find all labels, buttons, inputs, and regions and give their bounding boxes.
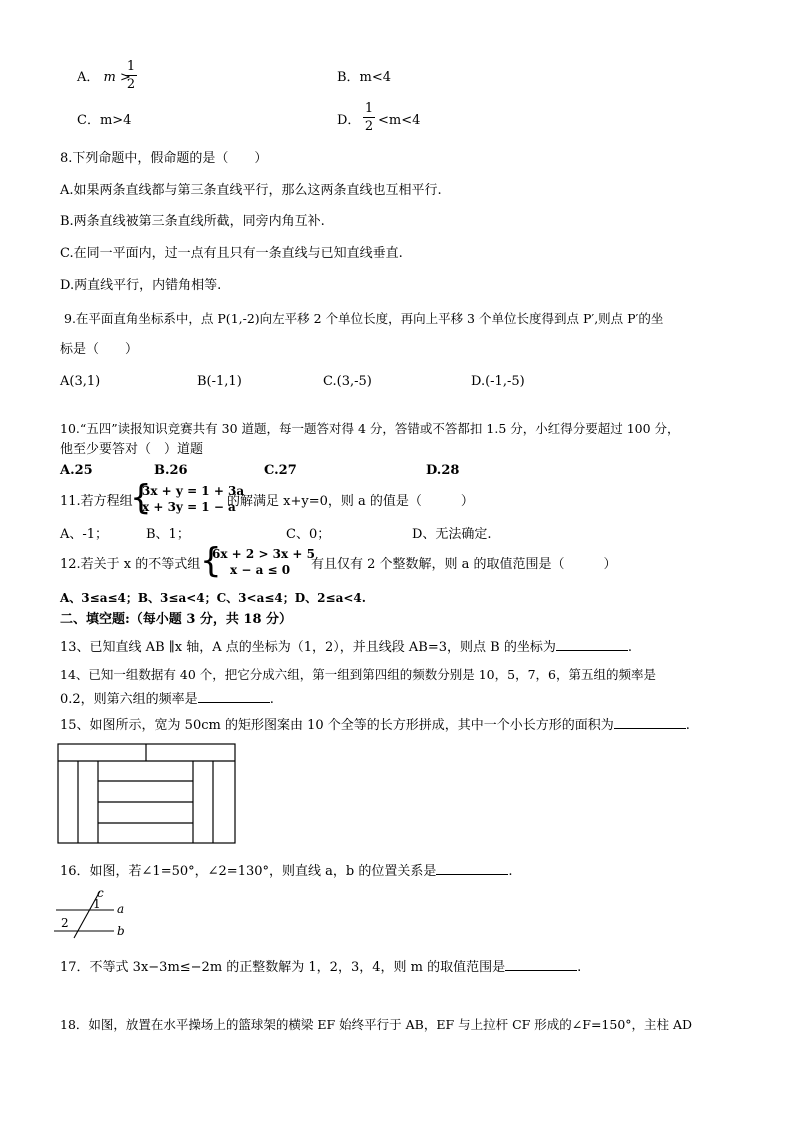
q14-line2	[60, 690, 274, 708]
q14-line2-text: 0.2，则第六组的频率是	[60, 692, 198, 707]
q15	[60, 716, 690, 734]
q10-option-d: D.28	[426, 463, 460, 478]
q11-option-b: B、1；	[146, 527, 190, 542]
q15-period: .	[685, 718, 690, 733]
q11-brace: {	[130, 478, 152, 518]
q12-inequality-system	[212, 546, 315, 578]
q9-option-b: B(-1,1)	[197, 374, 242, 389]
q16-figure	[52, 886, 142, 940]
q7-option-d-den: 2	[364, 119, 374, 134]
q11-equation-1: 3x + y = 1 + 3a	[142, 484, 245, 498]
q7-option-d-fraction	[363, 102, 375, 133]
q7-option-c: C．m>4	[77, 113, 132, 128]
q14-period: .	[269, 692, 274, 707]
q8-option-c: C.在同一平面内，过一点有且只有一条直线与已知直线垂直.	[60, 246, 403, 261]
q11-option-a: A、-1；	[60, 527, 109, 542]
q12-inequality-2: x − a ≤ 0	[230, 563, 291, 578]
section-2-heading: 二、填空题:（每小题 3 分，共 18 分）	[60, 612, 293, 627]
q7-option-a-label: A．	[77, 70, 100, 85]
q10-option-c: C.27	[264, 463, 297, 478]
q12-options: A、3≤a≤4；B、3≤a<4；C、3<a≤4；D、2≤a<4.	[60, 591, 366, 605]
q10-stem-line1: 10.“五四”读报知识竞赛共有 30 道题，每一题答对得 4 分，答错或不答都扣 1.5 分，小红得分要超过 100 分，	[60, 421, 680, 436]
q14-answer-blank	[198, 690, 270, 703]
q7-option-d-num: 1	[364, 101, 374, 116]
q13-text: 13、已知直线 AB ∥x 轴，A 点的坐标为（1，2），并且线段 AB=3，则点 B 的坐标为	[60, 640, 556, 655]
q14-line1: 14、已知一组数据有 40 个，把它分成六组，第一组到第四组的频数分别是 10，5，7，6，第五组的频率是	[60, 667, 656, 682]
q7-option-a	[77, 70, 131, 86]
q12-brace: {	[200, 541, 222, 581]
q16-label-b: b	[117, 924, 125, 938]
q9-option-a: A(3,1)	[60, 374, 101, 389]
q9-stem-line1: 9.在平面直角坐标系中，点 P(1,-2)向左平移 2 个单位长度，再向上平移 3 个单位长度得到点 P′,则点 P′的坐	[64, 311, 664, 326]
q12-prefix: 12.若关于 x 的不等式组	[60, 557, 201, 572]
q16-answer-blank	[436, 862, 508, 875]
q10-option-b: B.26	[154, 463, 188, 478]
q11-option-c: C、0；	[286, 527, 331, 542]
q12-inequality-1: 6x + 2 > 3x + 5	[212, 547, 315, 561]
q10-stem-line2: 他至少要答对（ ）道题	[60, 442, 204, 457]
q15-figure	[57, 743, 237, 845]
q11-option-d: D、无法确定.	[412, 527, 492, 542]
q15-text: 15、如图所示，宽为 50cm 的矩形图案由 10 个全等的长方形拼成，其中一个小长方形的面积为	[60, 718, 614, 733]
q10-option-a: A.25	[60, 463, 93, 478]
q11-equation-2: x + 3y = 1 − a	[142, 500, 236, 515]
q7-option-a-rel: >	[120, 70, 131, 85]
q11-prefix: 11.若方程组	[60, 494, 133, 509]
q16-period: .	[508, 864, 513, 879]
q12-suffix: 有且仅有 2 个整数解，则 a 的取值范围是（ ）	[311, 557, 617, 572]
q17-period: .	[577, 960, 582, 975]
q16-label-c: c	[97, 886, 104, 900]
q7-option-a-num: 1	[126, 59, 136, 74]
q7-option-a-den: 2	[126, 77, 136, 92]
q11-suffix: 的解满足 x+y=0，则 a 的值是（ ）	[227, 494, 474, 509]
q16-label-1: 1	[93, 897, 101, 911]
q9-option-c: C.(3,-5)	[323, 374, 372, 389]
q8-option-a: A.如果两条直线都与第三条直线平行，那么这两条直线也互相平行.	[60, 183, 442, 198]
q16	[60, 862, 513, 880]
q17-text: 17．不等式 3x−3m≤−2m 的正整数解为 1，2，3，4，则 m 的取值范围是	[60, 960, 506, 975]
q8-stem: 8.下列命题中，假命题的是（ ）	[60, 151, 268, 166]
q9-stem-line2: 标是（ ）	[60, 342, 139, 357]
q7-option-b: B．m<4	[337, 70, 392, 85]
q17	[60, 958, 581, 976]
q16-label-a: a	[117, 902, 125, 916]
q7-option-d-label: D．	[337, 113, 361, 128]
q7-option-d-rest: <m<4	[378, 113, 421, 128]
q13	[60, 638, 632, 656]
q7-option-a-var: m	[103, 70, 116, 85]
q8-option-b: B.两条直线被第三条直线所截，同旁内角互补.	[60, 214, 325, 229]
q7-option-a-fraction	[125, 60, 137, 91]
q16-label-2: 2	[61, 916, 69, 930]
q17-answer-blank	[505, 958, 577, 971]
q13-period: .	[627, 640, 632, 655]
q9-option-d: D.(-1,-5)	[471, 374, 525, 389]
q15-answer-blank	[614, 716, 686, 729]
q13-answer-blank	[556, 638, 628, 651]
q16-text: 16．如图，若∠1=50°，∠2=130°，则直线 a，b 的位置关系是	[60, 864, 437, 879]
q18: 18．如图，放置在水平操场上的篮球架的横梁 EF 始终平行于 AB，EF 与上拉杆 CF 形成的∠F=150°，主柱 AD	[60, 1017, 693, 1032]
q8-option-d: D.两直线平行，内错角相等.	[60, 278, 222, 293]
